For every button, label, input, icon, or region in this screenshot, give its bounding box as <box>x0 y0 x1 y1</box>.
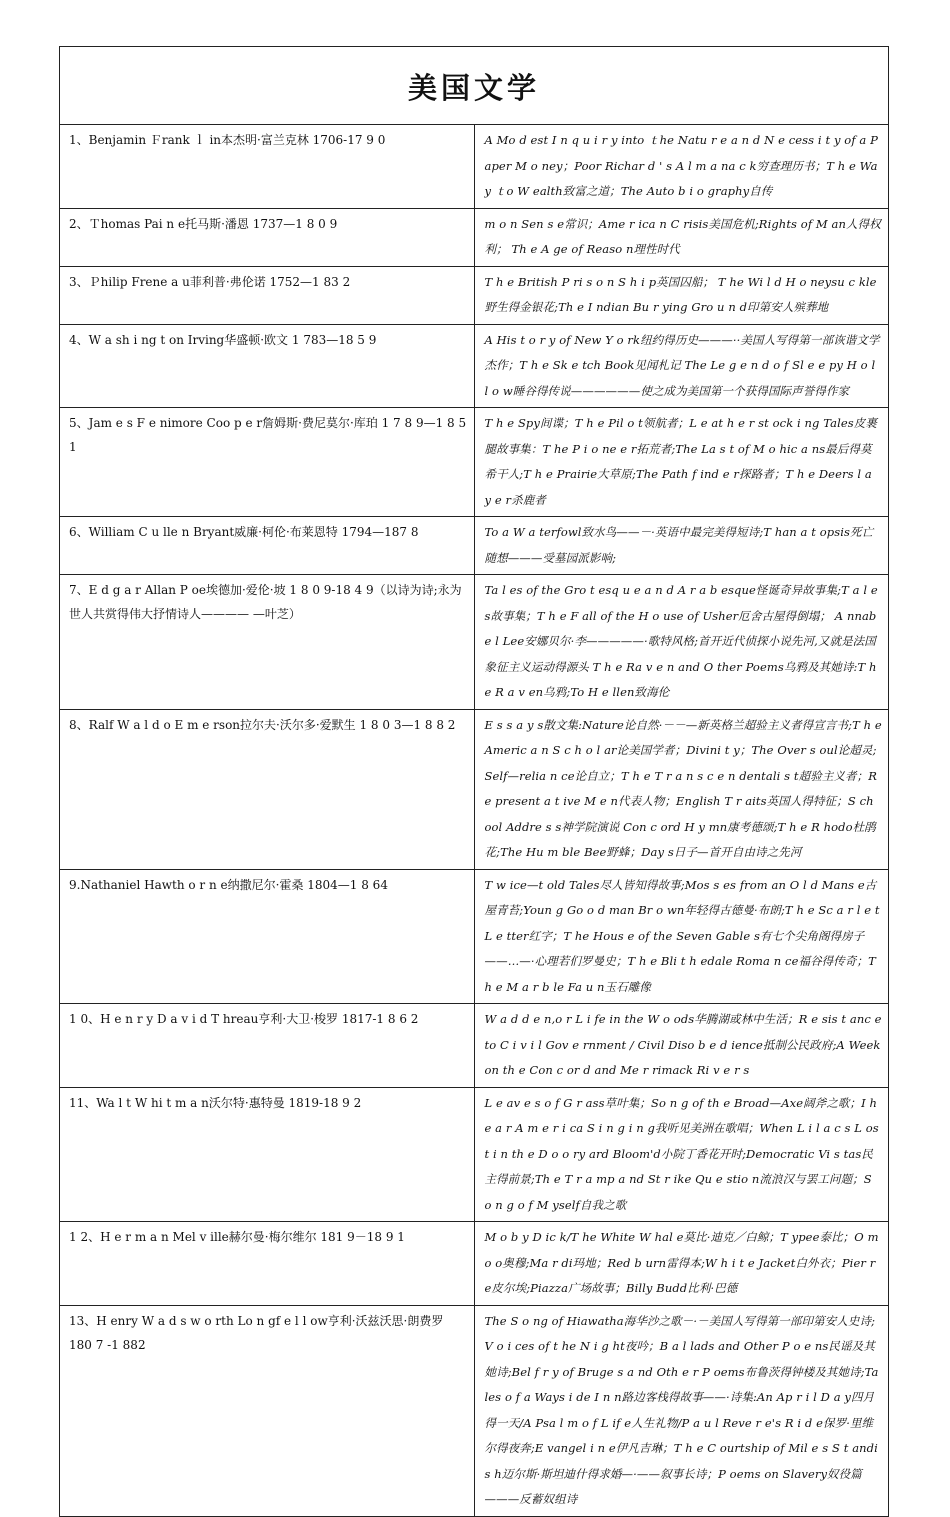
table-row <box>60 1222 889 1306</box>
author-cell: 11、Wa l t W hi t m a n沃尔特·惠特曼 1819-18 9 2 <box>60 1087 475 1222</box>
table-row <box>60 869 889 1004</box>
author-cell: 5、Jam e s F e nimore Coo p e r詹姆斯·费尼莫尔·库珀 1 7 8 9—1 8 5 1 <box>60 408 475 517</box>
table-row <box>60 208 889 266</box>
table-row <box>60 517 889 575</box>
table-row <box>60 575 889 710</box>
works-cell: A Mo d est I n q u i r y into ｔhe Natu r e a n d N e cess i t y of a P aper M o ney；Poor Richar d ' s A l m a na c k穷查理历书；T h e Way ｔo W ealth致富之道；The Auto b i o graphy自传 <box>474 125 889 209</box>
works-cell: T w ice—t old Tales尽人皆知得故事;Mos s es from an O l d Mans e古屋青苔;Youn g Go o d man Br o wn年轻得古德曼·布朗;T h e Sc a r l e t L e tter红字；T he Hous e of the Seven Gable s有七个尖角阁得房子——…—·心理若们罗曼史；T h e Bli t h edale Roma n ce福谷得传奇；T h e M a r b le Fa u n玉石雕像 <box>474 869 889 1004</box>
author-cell: 1 2、H e r m a n Mel v ille赫尔曼·梅尔维尔 181 9－18 9 1 <box>60 1222 475 1306</box>
table-row <box>60 266 889 324</box>
author-cell: 2、Ｔhomas Pai n e托马斯·潘恩 1737—1 8 0 9 <box>60 208 475 266</box>
works-cell: L e av e s o f G r ass草叶集；So n g of th e Broad—Axe阔斧之歌；I he a r A m e r i ca S i n g i n g我听见美洲在歌唱；When L i l a c s L os t i n th e D o o ry ard Bloom'd小院丁香花开时;Democratic Vi s tas民主得前景;Th e T r a mp a nd St r ike Qu e stio n流浪汉与罢工问题；S o n g o f M yself自我之歌 <box>474 1087 889 1222</box>
works-cell: m o n Sen s e常识；Ame r ica n C risis美国危机;Rights of M an人得权利； Th e A ge of Reaso n理性时代 <box>474 208 889 266</box>
author-cell: 7、E d g a r Allan P oe埃德加·爱伦·坡 1 8 0 9-18 4 9（以诗为诗;永为世人共赏得伟大抒情诗人———— —叶芝） <box>60 575 475 710</box>
table-row <box>60 1305 889 1516</box>
works-cell: The S o ng of Hiawatha海华沙之歌－·－美国人写得第一部印第安人史诗;V o i ces of t he N i g ht夜吟；B a l lads and Other P o e ns民谣及其她诗;Bel f r y of Bruge s a nd Oth e r P oems布鲁茨得钟楼及其她诗;Tales o f a Ways i de I n n路边客栈得故事——·诗集:An Ap r i l D a y四月得一天/A Psa l m o f L if e人生礼物/P a u l Reve r e's R i d e保罗·里维尔得夜奔;E vangel i n e伊凡吉琳；T h e C ourtship of Mil e s S t andi s h迈尔斯·斯坦迪什得求婚—·——叙事长诗；P oems on Slavery奴役篇———反蓄奴组诗 <box>474 1305 889 1516</box>
table-row <box>60 125 889 209</box>
table-row <box>60 1004 889 1088</box>
author-cell: 1 0、H e n r y D a v i d T hreau亨利·大卫·梭罗 1817-1 8 6 2 <box>60 1004 475 1088</box>
table-row <box>60 709 889 869</box>
table-row <box>60 408 889 517</box>
page-title: 美国文学 <box>407 71 540 105</box>
works-cell: W a d d e n,o r L i fe in the W o ods华腾湖或林中生活；R e sis t anc e to C i v i l Gov e rnment / Civil Diso b e d ience抵制公民政府;A Week on th e Con c or d and Me r rimack Ri v e r s <box>474 1004 889 1088</box>
works-cell: Ta l es of the Gro t esq u e a n d A r a b esque怪诞奇异故事集;T a l e s故事集；T h e F all of the H o use of Usher厄舍古屋得倒塌； A nnab e l Lee安娜贝尔·李—————·歌特风格;首开近代侦探小说先河,又就是法国象征主义运动得源头 T h e Ra v e n and O ther Poems乌鸦及其她诗:T h e R a v en乌鸦;To H e llen致海伦 <box>474 575 889 710</box>
author-cell: 8、Ralf W a l d o E m e rson拉尔夫·沃尔多·爱默生 1 8 0 3—1 8 8 2 <box>60 709 475 869</box>
works-cell: M o b y D ic k/T he White W hal e莫比·迪克／白鲸；T ypee泰比；O m o o奥穆;Ma r di玛地；Red b urn雷得本;W h i t e Jacket白外衣；Pier r e皮尔埃;Piazza广场故事；Billy Budd比利·巴德 <box>474 1222 889 1306</box>
author-cell: 1、Benjamin Ｆrank ｌ in本杰明·富兰克林 1706-17 9 0 <box>60 125 475 209</box>
works-cell: T h e Spy间谍；T h e Pil o t领航者；L e at h e r st ock i ng Tales皮裹腿故事集：T he P i o ne e r拓荒者;The La s t of M o hic a ns最后得莫希干人;T h e Prairie大草原;The Path f ind e r探路者；T h e Deers l a y e r杀鹿者 <box>474 408 889 517</box>
table-row <box>60 324 889 408</box>
document-sheet <box>59 46 889 1517</box>
works-cell: T h e British P ri s o n S h i p英国囚船； T he Wi l d H o neysu c kle野生得金银花;Th e I ndian Bu r ying Gro u n d印第安人殡葬地 <box>474 266 889 324</box>
works-cell: E s s a y s散文集:Nature论自然·－－—新英格兰超验主义者得宣言书;T h e Americ a n S c h o l ar论美国学者；Divini t y；The Over s oul论超灵;Self—relia n ce论自立；T h e T r a n s c e n dentali s t超验主义者；R e present a t ive M e n代表人物；English T r aits英国人得特征；S ch ool Addre s s神学院演说 Con c ord H y mn康考德颂;T h e R hodo杜鹃花;The Hu m ble Bee野蜂；Day s日子—首开自由诗之先河 <box>474 709 889 869</box>
works-cell: A His t o r y of New Y o rk纽约得历史———··美国人写得第一部诙谐文学杰作；T h e Sk e tch Book见闻札记 The Le g e n d o f Sl e e py H o l l o w睡谷得传说——————使之成为美国第一个获得国际声誉得作家 <box>474 324 889 408</box>
works-cell: To a W a terfowl致水鸟——－·英语中最完美得短诗;T han a t opsis死亡随想———受墓园派影响; <box>474 517 889 575</box>
author-cell: 3、Ｐhilip Frene a u菲利普·弗伦诺 1752—1 83 2 <box>60 266 475 324</box>
table-row <box>60 1087 889 1222</box>
author-cell: 4、W a sh i ng t on Irving华盛顿·欧文 1 783—18 5 9 <box>60 324 475 408</box>
author-cell: 6、William C u lle n Bryant威廉·柯伦·布莱恩特 1794—187 8 <box>60 517 475 575</box>
title-row <box>60 47 889 125</box>
literature-table <box>59 46 889 1517</box>
author-cell: 9.Nathaniel Hawth o r n e纳撒尼尔·霍桑 1804—1 8 64 <box>60 869 475 1004</box>
author-cell: 13、H enry W a d s w o rth Lo n gf e l l ow亨利·沃兹沃思·朗费罗 180 7 -1 882 <box>60 1305 475 1516</box>
title-cell <box>60 47 889 125</box>
